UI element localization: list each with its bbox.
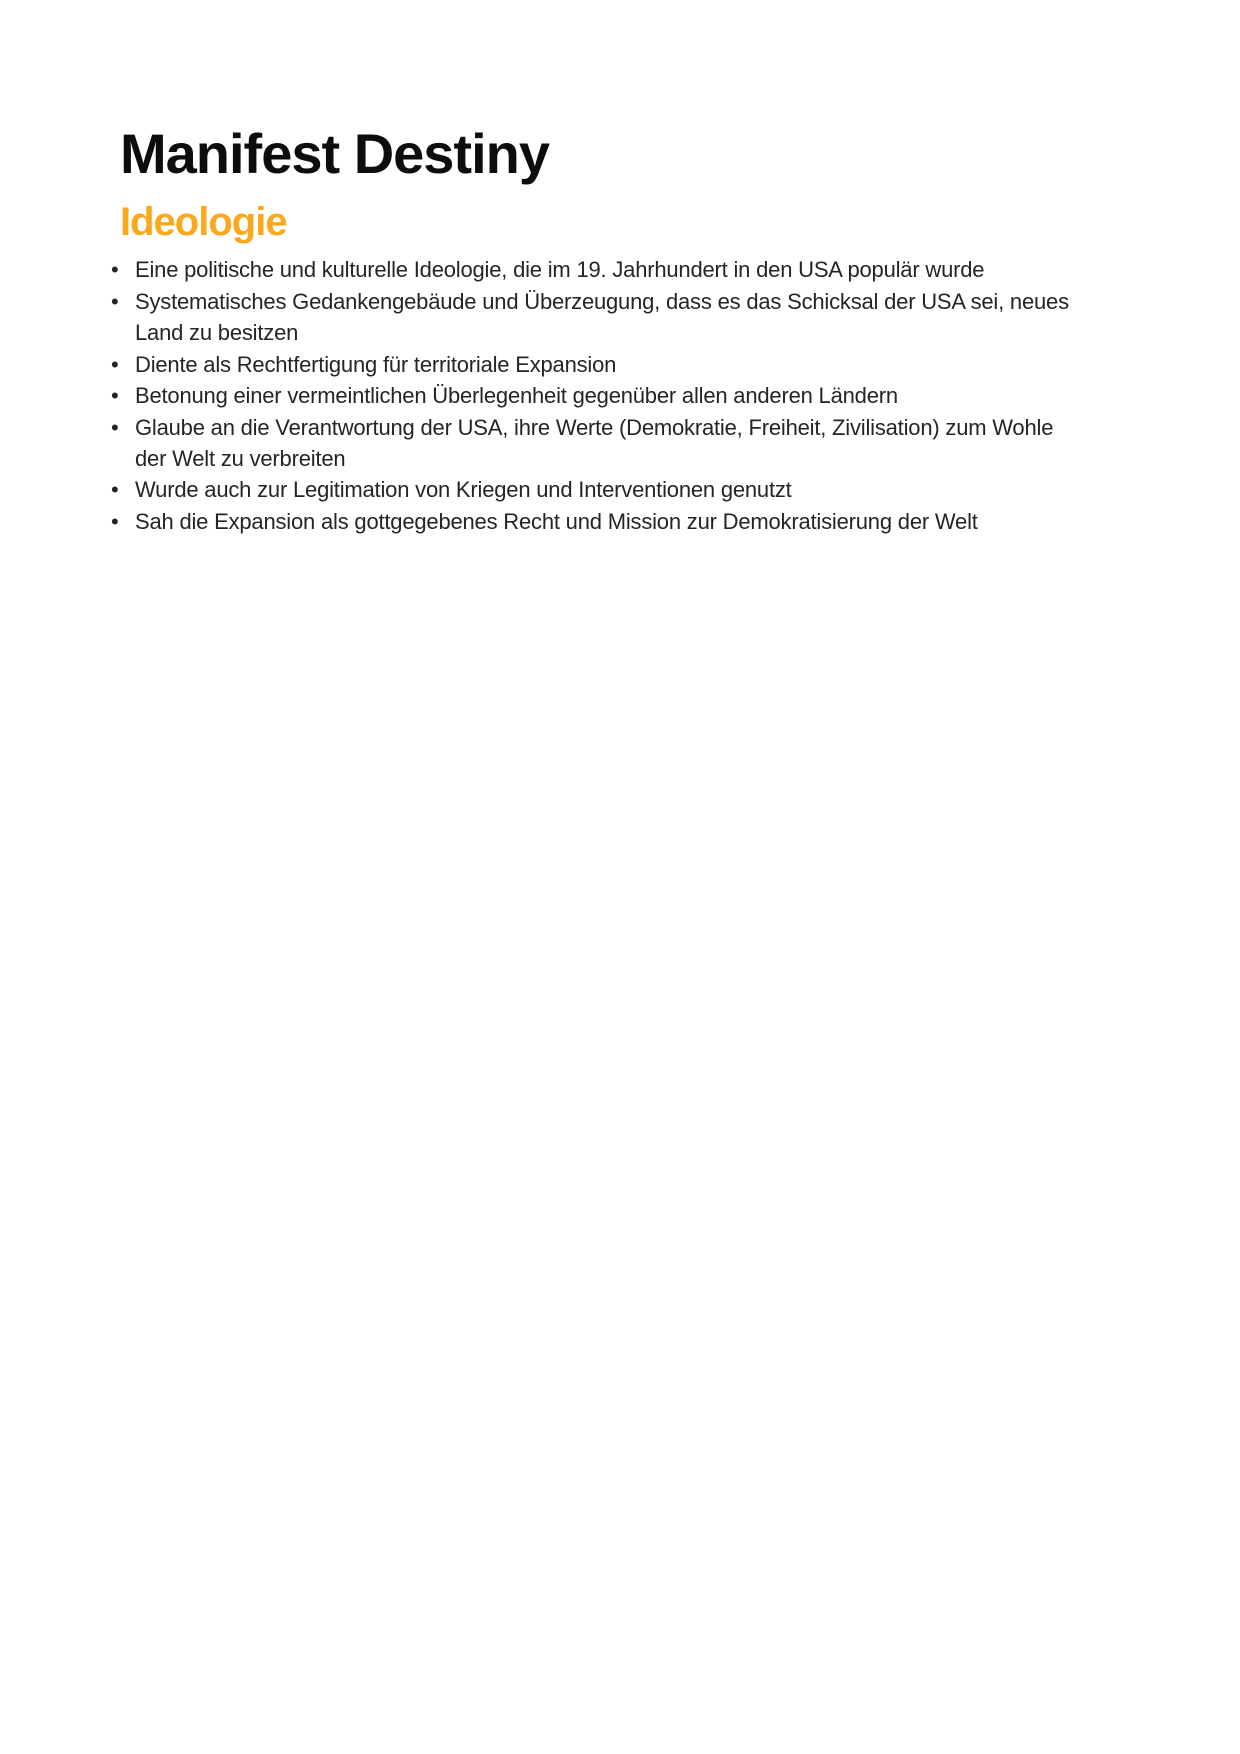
bullet-text	[135, 506, 1122, 537]
bullet-text-line: Wurde auch zur Legitimation von Kriegen und Interventionen genutzt	[135, 477, 792, 503]
bullet-text-line: der Welt zu verbreiten	[135, 445, 346, 471]
bullet-text	[135, 254, 1122, 285]
bullet-text	[135, 412, 1122, 475]
bullet-text	[135, 474, 1122, 505]
bullet-marker: •	[111, 508, 119, 534]
bullet-marker: •	[111, 477, 119, 503]
bullet-list	[111, 254, 1122, 537]
list-item	[111, 254, 1122, 285]
list-item	[111, 380, 1122, 411]
bullet-text-line: Land zu besitzen	[135, 320, 299, 346]
bullet-marker: •	[111, 414, 119, 440]
bullet-marker: •	[111, 383, 119, 409]
list-item	[111, 474, 1122, 505]
list-item	[111, 349, 1122, 380]
bullet-text-line: Betonung einer vermeintlichen Überlegenheit gegenüber allen anderen Ländern	[135, 383, 898, 409]
bullet-text	[135, 380, 1122, 411]
bullet-text	[135, 286, 1122, 349]
bullet-text-line: Glaube an die Verantwortung der USA, ihre Werte (Demokratie, Freiheit, Zivilisation) zum Wohle	[135, 414, 1054, 440]
bullet-text-line: Sah die Expansion als gottgegebenes Recht und Mission zur Demokratisierung der Welt	[135, 508, 978, 534]
bullet-text-line: Diente als Rechtfertigung für territoriale Expansion	[135, 351, 617, 377]
bullet-marker: •	[111, 351, 119, 377]
bullet-marker: •	[111, 288, 119, 314]
list-item	[111, 286, 1122, 349]
list-item	[111, 412, 1122, 475]
section-heading: Ideologie	[120, 200, 287, 245]
bullet-text-line: Systematisches Gedankengebäude und Überzeugung, dass es das Schicksal der USA sei, neues	[135, 288, 1069, 314]
list-item	[111, 506, 1122, 537]
bullet-text	[135, 349, 1122, 380]
bullet-marker: •	[111, 257, 119, 283]
page-title: Manifest Destiny	[120, 122, 549, 185]
bullet-text-line: Eine politische und kulturelle Ideologie, die im 19. Jahrhundert in den USA populär wurde	[135, 257, 985, 283]
